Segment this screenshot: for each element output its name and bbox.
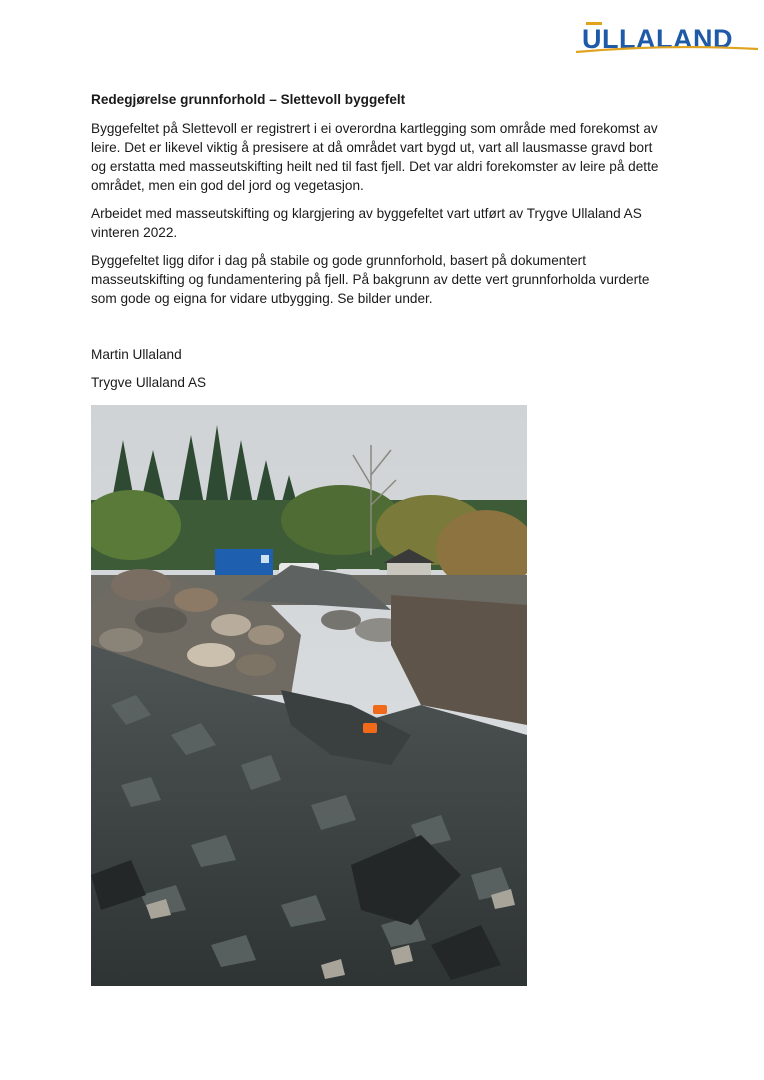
paragraph-1: Byggefeltet på Slettevoll er registrert i ei overordna kartlegging som område med forekomst av leire. Det er likevel viktig å presisere at då området vart bygd ut, vart all lausmasse gravd bort og erstatta med masseutskifting heilt ned til fast fjell. Det var aldri forekomster av leire på dette området, men ein god del jord og vegetasjon. bbox=[91, 121, 659, 193]
orange-pipe bbox=[363, 723, 377, 733]
signature-company: Trygve Ullaland AS bbox=[91, 375, 207, 390]
paragraph-2: Arbeidet med masseutskifting og klargjering av byggefeltet vart utført av Trygve Ullaland AS vinteren 2022. bbox=[91, 206, 642, 240]
orange-pipe bbox=[373, 705, 387, 714]
company-logo bbox=[574, 18, 760, 58]
document-heading: Redegjørelse grunnforhold – Slettevoll byggefelt bbox=[91, 92, 406, 107]
document-body bbox=[91, 90, 671, 392]
paragraph-3: Byggefeltet ligg difor i dag på stabile og gode grunnforhold, basert på dokumentert masseutskifting og fundamentering på fjell. På bakgrunn av dette vert grunnforholda vurderte som gode og eigna for vidare utbygging. Se bilder under. bbox=[91, 253, 650, 306]
site-photo bbox=[91, 405, 527, 986]
signature-name: Martin Ullaland bbox=[91, 347, 182, 362]
logo-text: ULLALAND bbox=[582, 24, 733, 54]
